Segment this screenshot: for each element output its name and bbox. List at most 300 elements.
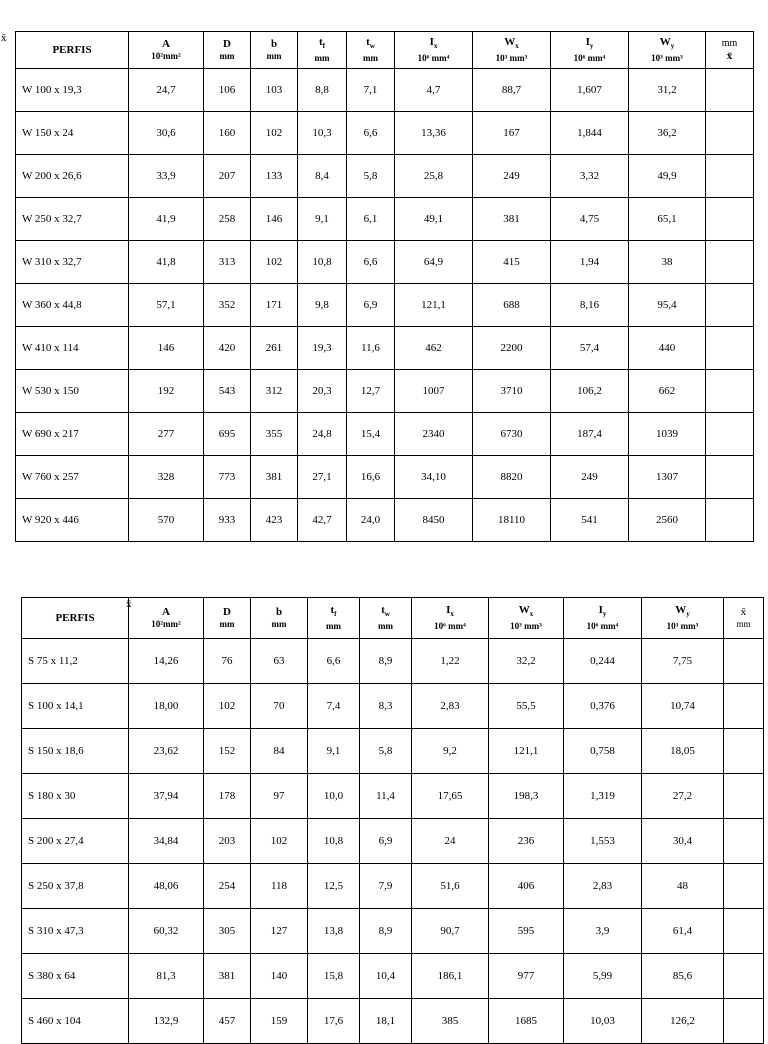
table-cell: 32,2 — [489, 639, 564, 684]
column-header-label: mm — [721, 38, 738, 49]
column-header — [642, 598, 724, 639]
table-cell: 102 — [204, 684, 251, 729]
table-cell: 10,74 — [642, 684, 724, 729]
table-cell: 7,4 — [308, 684, 360, 729]
column-header-unit: 10⁶ mm⁴ — [586, 621, 619, 632]
table-cell: 24,7 — [129, 69, 204, 112]
table-cell: 420 — [204, 327, 251, 370]
table-row — [22, 954, 764, 999]
table-cell: 543 — [204, 370, 251, 413]
table-cell — [724, 864, 764, 909]
table-cell: 570 — [129, 499, 204, 542]
table-cell: 118 — [251, 864, 308, 909]
column-header — [412, 598, 489, 639]
table-row — [16, 69, 754, 112]
table-cell: 4,7 — [395, 69, 473, 112]
table-cell: 8,16 — [551, 284, 629, 327]
table-cell: 23,62 — [129, 729, 204, 774]
centroid-marker-1: x̄ — [1, 32, 7, 44]
column-header-label: D — [223, 38, 231, 50]
table-cell: 42,7 — [298, 499, 347, 542]
column-header-subscript: w — [384, 610, 390, 619]
table-cell: 61,4 — [642, 909, 724, 954]
column-header-subscript: x — [515, 42, 519, 51]
table-cell: 81,3 — [129, 954, 204, 999]
table-cell: 203 — [204, 819, 251, 864]
table-cell: 13,36 — [395, 112, 473, 155]
table-cell: 178 — [204, 774, 251, 819]
table-cell: 146 — [251, 198, 298, 241]
table-cell: 249 — [473, 155, 551, 198]
table-cell: 24 — [412, 819, 489, 864]
w-profiles-table — [15, 31, 754, 542]
column-header-label: D — [223, 606, 231, 618]
table-cell — [706, 112, 754, 155]
column-header — [724, 598, 764, 639]
table-cell: 254 — [204, 864, 251, 909]
table-cell — [724, 729, 764, 774]
table-cell: 76 — [204, 639, 251, 684]
table-cell: 51,6 — [412, 864, 489, 909]
table-row — [22, 864, 764, 909]
table-cell: 121,1 — [395, 284, 473, 327]
column-header — [706, 32, 754, 69]
table-cell: 0,376 — [564, 684, 642, 729]
column-header-subscript: x — [433, 42, 438, 51]
table-cell — [706, 155, 754, 198]
table-cell: 4,75 — [551, 198, 629, 241]
table-cell: 34,10 — [395, 456, 473, 499]
table-cell: 64,9 — [395, 241, 473, 284]
table-cell: 27,2 — [642, 774, 724, 819]
table-cell: 19,3 — [298, 327, 347, 370]
table-cell: 10,03 — [564, 999, 642, 1044]
column-header-label: $I_x$ — [446, 603, 454, 619]
table-cell: 6,6 — [347, 112, 395, 155]
table-cell: 8,9 — [360, 639, 412, 684]
table-cell: 8450 — [395, 499, 473, 542]
column-header-label: $W_x$ — [518, 603, 534, 619]
table-cell: 406 — [489, 864, 564, 909]
column-header-label: $t_w$ — [366, 35, 375, 51]
column-header-subscript: f — [322, 42, 325, 51]
table-cell: 132,9 — [129, 999, 204, 1044]
column-header — [129, 598, 204, 639]
column-header-subscript: y — [589, 42, 594, 51]
column-header-unit: 10²mm² — [151, 619, 181, 629]
table-cell: 7,9 — [360, 864, 412, 909]
table-cell: 33,9 — [129, 155, 204, 198]
table-cell: 6,6 — [308, 639, 360, 684]
column-header-label: PERFIS — [52, 44, 92, 56]
column-header-unit: 10⁶ mm⁴ — [417, 53, 450, 64]
table-cell: 1,607 — [551, 69, 629, 112]
table-cell: 5,8 — [347, 155, 395, 198]
table-cell: 1,22 — [412, 639, 489, 684]
column-header-unit: mm — [266, 51, 282, 61]
table-cell: 60,32 — [129, 909, 204, 954]
table-cell: 6,1 — [347, 198, 395, 241]
table-cell: 1685 — [489, 999, 564, 1044]
column-header — [298, 32, 347, 69]
table-cell: 352 — [204, 284, 251, 327]
table-cell — [706, 327, 754, 370]
profile-name-cell: S 75 x 11,2 — [22, 639, 129, 684]
table-row — [16, 155, 754, 198]
table-cell: 5,99 — [564, 954, 642, 999]
table-cell: 9,2 — [412, 729, 489, 774]
table-body — [16, 69, 754, 542]
table-cell: 49,9 — [629, 155, 706, 198]
table-cell: 160 — [204, 112, 251, 155]
table-cell: 31,2 — [629, 69, 706, 112]
table-cell: 6,9 — [347, 284, 395, 327]
table-cell: 328 — [129, 456, 204, 499]
profile-name-cell: W 250 x 32,7 — [16, 198, 129, 241]
column-header-label: A — [162, 606, 170, 618]
column-header — [251, 32, 298, 69]
column-header-label: $t_f$ — [330, 603, 337, 619]
column-header-label: $I_y$ — [585, 35, 594, 51]
table-cell: 355 — [251, 413, 298, 456]
table-cell: 34,84 — [129, 819, 204, 864]
profile-name-cell: W 530 x 150 — [16, 370, 129, 413]
table-row — [16, 413, 754, 456]
table-cell: 258 — [204, 198, 251, 241]
table-cell: 17,65 — [412, 774, 489, 819]
table-cell: 773 — [204, 456, 251, 499]
table-cell: 12,5 — [308, 864, 360, 909]
column-header-unit: 10³ mm³ — [666, 621, 699, 632]
column-header-label: x̄ — [740, 606, 747, 618]
column-header — [129, 32, 204, 69]
table-row — [22, 819, 764, 864]
table-cell — [706, 370, 754, 413]
column-header-subscript: y — [602, 610, 607, 619]
table-cell: 5,8 — [360, 729, 412, 774]
table-cell — [724, 999, 764, 1044]
table-cell: 10,0 — [308, 774, 360, 819]
table-cell: 126,2 — [642, 999, 724, 1044]
table-cell: 8,4 — [298, 155, 347, 198]
s-profiles-table — [21, 597, 764, 1044]
table-cell: 192 — [129, 370, 204, 413]
table-cell — [706, 69, 754, 112]
table-row — [22, 774, 764, 819]
table-cell — [706, 198, 754, 241]
table-cell: 10,8 — [308, 819, 360, 864]
column-header-label: $W_x$ — [504, 35, 519, 51]
profile-name-cell: W 690 x 217 — [16, 413, 129, 456]
profile-name-cell: W 360 x 44,8 — [16, 284, 129, 327]
column-header-label: A — [162, 38, 170, 50]
column-header-unit: 10³ mm³ — [510, 621, 542, 632]
column-header — [551, 32, 629, 69]
table-cell: 16,6 — [347, 456, 395, 499]
table-cell — [724, 774, 764, 819]
column-header-unit: mm — [363, 53, 378, 64]
table-cell: 106,2 — [551, 370, 629, 413]
table-cell: 187,4 — [551, 413, 629, 456]
column-header-subscript: y — [670, 42, 675, 51]
table-header — [16, 32, 754, 69]
table-cell: 14,26 — [129, 639, 204, 684]
table-cell — [706, 284, 754, 327]
column-header-unit: 10⁶ mm⁴ — [434, 621, 466, 632]
column-header-subscript: w — [369, 42, 375, 51]
column-header — [16, 32, 129, 69]
table-cell: 103 — [251, 69, 298, 112]
table-cell: 3,32 — [551, 155, 629, 198]
column-header — [360, 598, 412, 639]
table-cell — [706, 499, 754, 542]
table-cell — [706, 241, 754, 284]
table-cell: 36,2 — [629, 112, 706, 155]
table-cell: 1039 — [629, 413, 706, 456]
table-cell: 133 — [251, 155, 298, 198]
table-cell: 312 — [251, 370, 298, 413]
table-row — [22, 729, 764, 774]
column-header-subscript: x — [450, 610, 454, 619]
table-cell: 30,4 — [642, 819, 724, 864]
table-cell — [724, 954, 764, 999]
table-cell: 13,8 — [308, 909, 360, 954]
column-header-label: $W_y$ — [659, 35, 675, 51]
table-cell: 18,05 — [642, 729, 724, 774]
column-header-subscript: y — [686, 610, 690, 619]
profile-name-cell: W 200 x 26,6 — [16, 155, 129, 198]
table-cell: 97 — [251, 774, 308, 819]
profile-name-cell: S 200 x 27,4 — [22, 819, 129, 864]
column-header-unit: 10³ mm³ — [651, 53, 683, 64]
profile-name-cell: W 100 x 19,3 — [16, 69, 129, 112]
table-cell: 106 — [204, 69, 251, 112]
profile-name-cell: W 760 x 257 — [16, 456, 129, 499]
table-cell: 70 — [251, 684, 308, 729]
column-header-label: $t_f$ — [318, 35, 325, 51]
table-cell: 146 — [129, 327, 204, 370]
table-cell: 10,8 — [298, 241, 347, 284]
table-cell: 3710 — [473, 370, 551, 413]
table-row — [16, 456, 754, 499]
table-cell: 7,75 — [642, 639, 724, 684]
table-cell: 277 — [129, 413, 204, 456]
column-header-label: $t_w$ — [381, 603, 390, 619]
table-cell: 17,6 — [308, 999, 360, 1044]
profile-name-cell: W 310 x 32,7 — [16, 241, 129, 284]
profile-name-cell: S 150 x 18,6 — [22, 729, 129, 774]
column-header-label: $W_y$ — [675, 603, 690, 619]
table-row — [22, 639, 764, 684]
table-cell: 57,1 — [129, 284, 204, 327]
column-header-label: b — [270, 38, 278, 50]
table-cell: 102 — [251, 819, 308, 864]
column-header-label: $I_y$ — [598, 603, 607, 619]
table-cell — [724, 819, 764, 864]
table-cell: 1,319 — [564, 774, 642, 819]
table-cell: 8,3 — [360, 684, 412, 729]
table-row — [16, 327, 754, 370]
table-cell: 171 — [251, 284, 298, 327]
table-cell: 305 — [204, 909, 251, 954]
table-row — [16, 112, 754, 155]
table-cell — [724, 639, 764, 684]
table-header — [22, 598, 764, 639]
table-cell: 207 — [204, 155, 251, 198]
table-cell — [706, 456, 754, 499]
table-cell: 313 — [204, 241, 251, 284]
table-cell: 121,1 — [489, 729, 564, 774]
table-cell: 381 — [251, 456, 298, 499]
table-cell: 65,1 — [629, 198, 706, 241]
column-header — [347, 32, 395, 69]
table-cell: 249 — [551, 456, 629, 499]
table-cell: 55,5 — [489, 684, 564, 729]
table-cell: 10,4 — [360, 954, 412, 999]
table-cell: 6730 — [473, 413, 551, 456]
table-cell: 3,9 — [564, 909, 642, 954]
column-header — [629, 32, 706, 69]
table-cell: 2,83 — [564, 864, 642, 909]
table-cell: 8,9 — [360, 909, 412, 954]
column-header-unit: 10³ mm³ — [495, 53, 528, 64]
column-header-unit: mm — [326, 621, 341, 632]
table-row — [22, 999, 764, 1044]
table-cell: 462 — [395, 327, 473, 370]
table-cell: 63 — [251, 639, 308, 684]
table-cell: 2200 — [473, 327, 551, 370]
table-cell: 9,1 — [298, 198, 347, 241]
table-cell: 49,1 — [395, 198, 473, 241]
column-header — [204, 32, 251, 69]
table-cell: 381 — [473, 198, 551, 241]
table-row — [16, 284, 754, 327]
centroid-marker-2: x̄ — [126, 598, 132, 610]
column-header — [204, 598, 251, 639]
table-cell: 48,06 — [129, 864, 204, 909]
column-header — [395, 32, 473, 69]
table-row — [16, 198, 754, 241]
profile-name-cell: W 920 x 446 — [16, 499, 129, 542]
table-cell: 695 — [204, 413, 251, 456]
column-header-unit: mm — [271, 619, 287, 629]
table-cell: 0,758 — [564, 729, 642, 774]
table-cell: 9,1 — [308, 729, 360, 774]
table-cell: 6,6 — [347, 241, 395, 284]
table-cell: 10,3 — [298, 112, 347, 155]
table-cell: 440 — [629, 327, 706, 370]
table-cell: 1,94 — [551, 241, 629, 284]
table-cell: 20,3 — [298, 370, 347, 413]
table-cell: 688 — [473, 284, 551, 327]
table-cell: 1,844 — [551, 112, 629, 155]
table-cell: 102 — [251, 112, 298, 155]
table-row — [22, 684, 764, 729]
table-cell: 12,7 — [347, 370, 395, 413]
profile-name-cell: W 410 x 114 — [16, 327, 129, 370]
column-header-label: $I_x$ — [429, 35, 438, 51]
table-cell: 423 — [251, 499, 298, 542]
table-cell: 1007 — [395, 370, 473, 413]
table-cell: 541 — [551, 499, 629, 542]
table-row — [16, 370, 754, 413]
column-header — [251, 598, 308, 639]
table-cell: 127 — [251, 909, 308, 954]
table-cell: 9,8 — [298, 284, 347, 327]
column-header — [308, 598, 360, 639]
table-cell: 595 — [489, 909, 564, 954]
table-cell: 11,4 — [360, 774, 412, 819]
table-cell: 38 — [629, 241, 706, 284]
table-cell: 6,9 — [360, 819, 412, 864]
column-header-label: b — [275, 606, 283, 618]
table-cell: 1,553 — [564, 819, 642, 864]
table-cell: 18,00 — [129, 684, 204, 729]
table-cell: 8,8 — [298, 69, 347, 112]
column-header — [489, 598, 564, 639]
table-cell: 415 — [473, 241, 551, 284]
table-cell: 261 — [251, 327, 298, 370]
table-cell — [724, 684, 764, 729]
table-cell: 88,7 — [473, 69, 551, 112]
table-cell: 57,4 — [551, 327, 629, 370]
column-header-subscript: x — [529, 610, 534, 619]
table-cell: 385 — [412, 999, 489, 1044]
table-cell: 15,8 — [308, 954, 360, 999]
table-cell: 186,1 — [412, 954, 489, 999]
column-header-unit: 10⁶ mm⁴ — [573, 53, 606, 64]
profile-name-cell: S 310 x 47,3 — [22, 909, 129, 954]
table-cell: 95,4 — [629, 284, 706, 327]
table-cell — [706, 413, 754, 456]
table-cell: 167 — [473, 112, 551, 155]
table-cell: 30,6 — [129, 112, 204, 155]
column-header — [22, 598, 129, 639]
column-header-unit: mm — [378, 621, 393, 632]
column-header — [473, 32, 551, 69]
column-header-unit: mm — [219, 51, 235, 61]
table-cell: 18110 — [473, 499, 551, 542]
table-cell: 11,6 — [347, 327, 395, 370]
table-cell: 457 — [204, 999, 251, 1044]
table-cell: 2,83 — [412, 684, 489, 729]
profile-name-cell: S 100 x 14,1 — [22, 684, 129, 729]
table-cell: 25,8 — [395, 155, 473, 198]
table-row — [16, 499, 754, 542]
profile-name-cell: S 380 x 64 — [22, 954, 129, 999]
table-cell: 140 — [251, 954, 308, 999]
column-header-unit: mm — [219, 619, 235, 629]
table-cell: 84 — [251, 729, 308, 774]
table-cell: 85,6 — [642, 954, 724, 999]
table-cell: 381 — [204, 954, 251, 999]
table-cell: 2560 — [629, 499, 706, 542]
table-cell: 0,244 — [564, 639, 642, 684]
table-cell: 102 — [251, 241, 298, 284]
table-cell — [724, 909, 764, 954]
table-cell: 977 — [489, 954, 564, 999]
profile-name-cell: S 250 x 37,8 — [22, 864, 129, 909]
profile-name-cell: W 150 x 24 — [16, 112, 129, 155]
column-header-subscript: f — [334, 610, 337, 619]
table-cell: 1307 — [629, 456, 706, 499]
table-cell: 90,7 — [412, 909, 489, 954]
table-cell: 159 — [251, 999, 308, 1044]
table-body — [22, 639, 764, 1044]
profile-name-cell: S 180 x 30 — [22, 774, 129, 819]
table-cell: 15,4 — [347, 413, 395, 456]
table-cell: 48 — [642, 864, 724, 909]
